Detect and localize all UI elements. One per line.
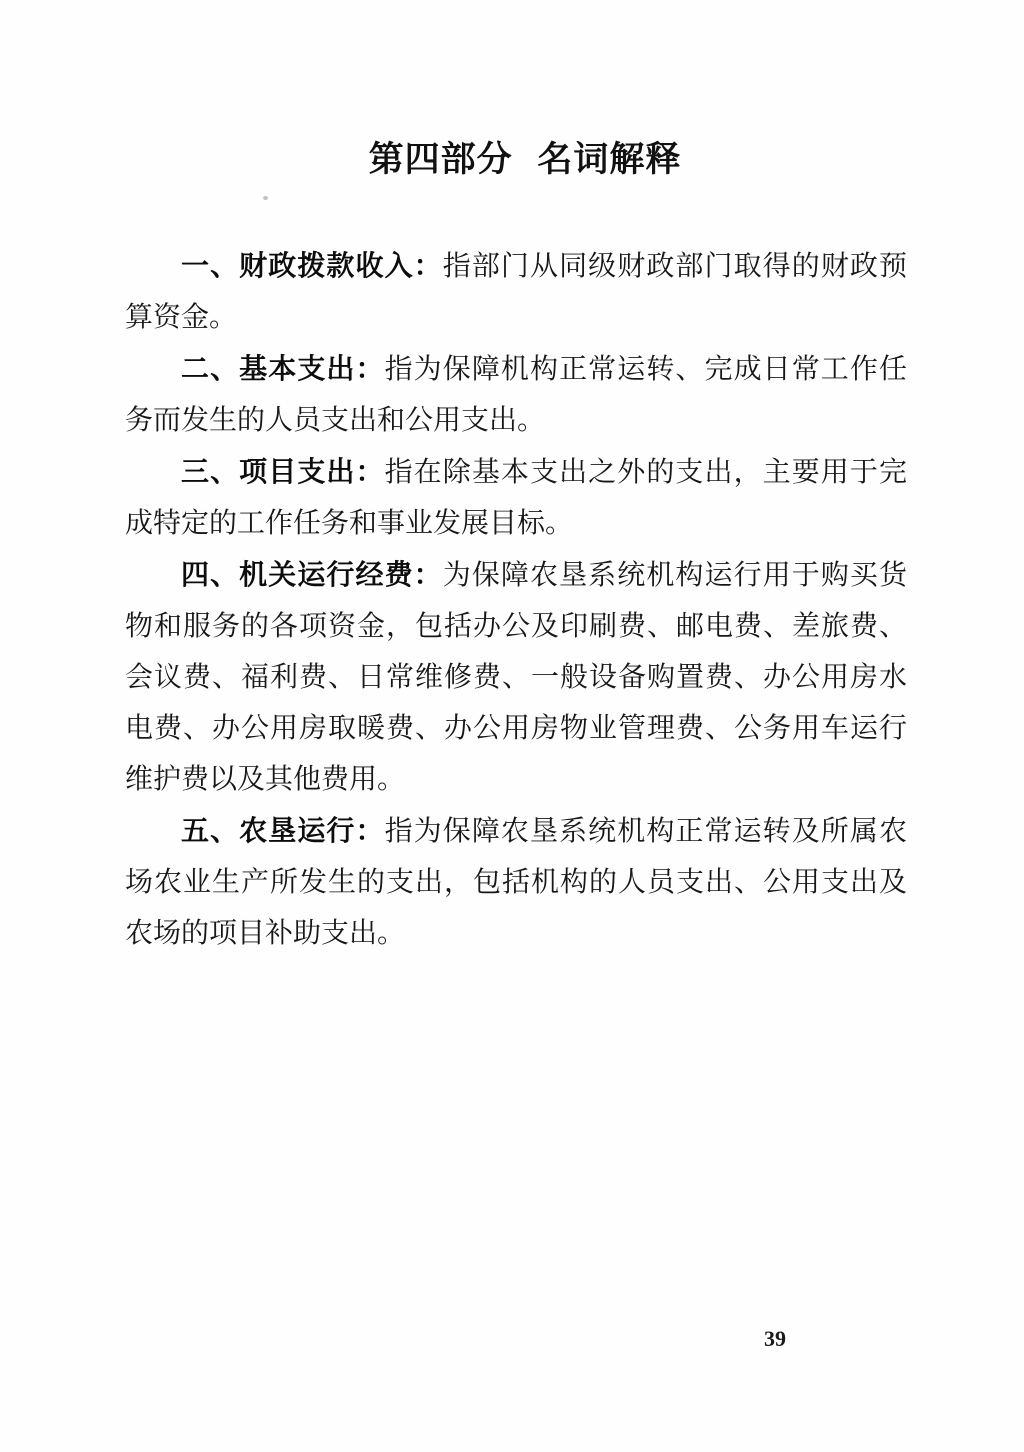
term-label: 三、项目支出： [181,456,385,487]
document-body [125,240,907,959]
term-label: 一、财政拨款收入： [181,250,443,281]
scan-artifact-speck [263,196,268,200]
page-number: 39 [764,1326,786,1351]
term-paragraph [125,343,907,446]
term-definition: 指为保障机构正常运转、完成日常工作任务而发生的人员支出和公用支出。 [125,354,907,436]
term-definition: 指为保障农垦系统机构正常运转及所属农场农业生产所发生的支出，包括机构的人员支出、公用支出及农场的项目补助支出。 [125,816,907,949]
page-title: 第四部分 名词解释 [368,140,682,179]
term-definition: 指部门从同级财政部门取得的财政预算资金。 [125,251,907,333]
term-paragraph [125,805,907,959]
term-paragraph [125,446,907,549]
term-label: 四、机关运行经费： [181,559,443,590]
term-definition: 指在除基本支出之外的支出，主要用于完成特定的工作任务和事业发展目标。 [125,457,907,539]
term-label: 二、基本支出： [181,353,385,384]
term-paragraph [125,549,907,805]
term-label: 五、农垦运行： [181,815,385,846]
term-definition: 为保障农垦系统机构运行用于购买货物和服务的各项资金，包括办公及印刷费、邮电费、差旅费、会议费、福利费、日常维修费、一般设备购置费、办公用房水电费、办公用房取暖费、办公用房物业管理费、公务用车运行维护费以及其他费用。 [125,560,907,795]
term-paragraph [125,240,907,343]
